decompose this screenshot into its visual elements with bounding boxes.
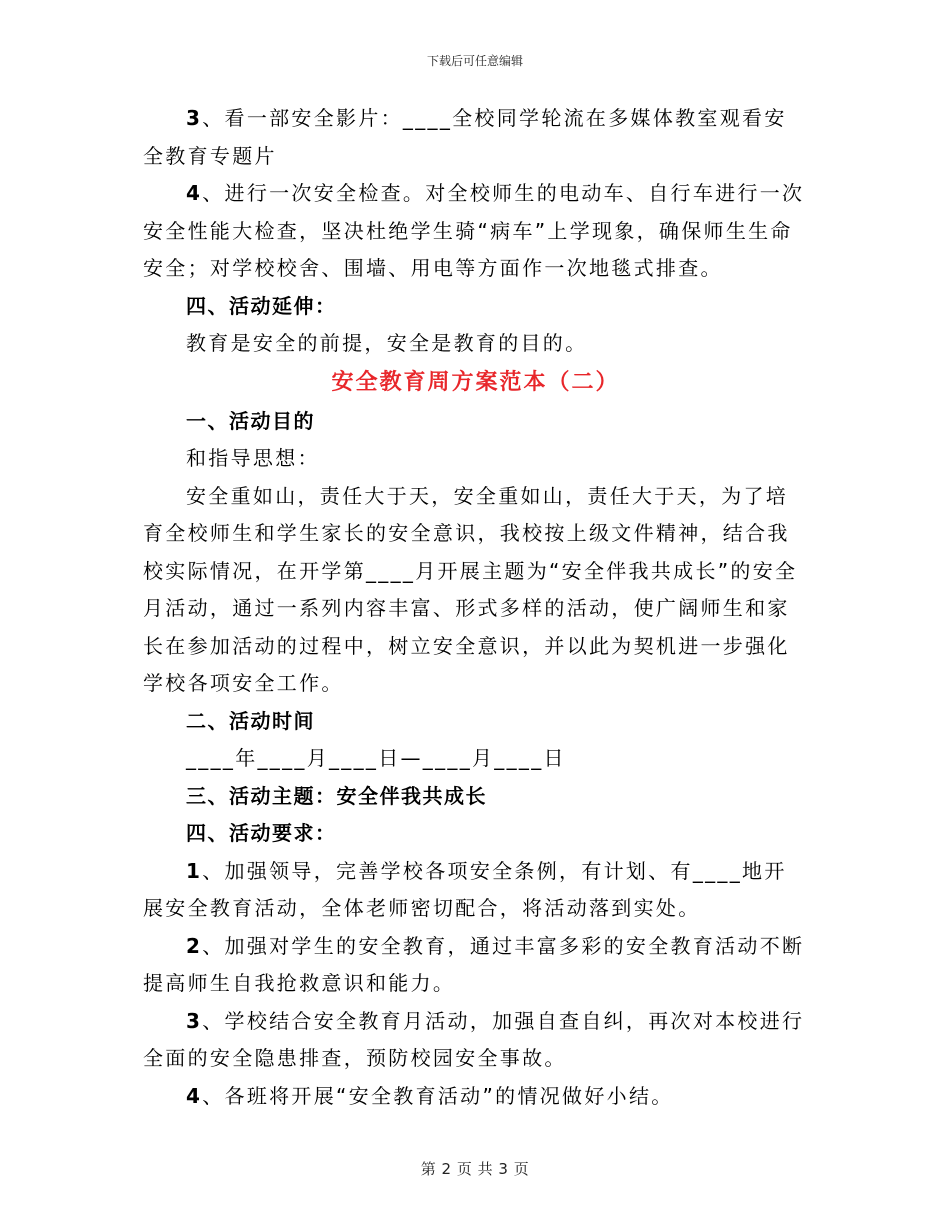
section-heading-requirements: 四、活动要求： bbox=[186, 821, 337, 845]
paragraph-item-3 bbox=[143, 100, 808, 175]
requirement-item-1 bbox=[143, 853, 808, 928]
item-text: 、各班将开展“安全教育活动”的情况做好小结。 bbox=[202, 1083, 674, 1108]
item-number: 1 bbox=[186, 858, 203, 883]
item-number: 4 bbox=[186, 1083, 203, 1108]
purpose-subheading: 和指导思想： bbox=[186, 446, 320, 470]
section-heading-theme: 三、活动主题：安全伴我共成长 bbox=[186, 783, 487, 808]
paragraph-item-4 bbox=[143, 175, 808, 288]
requirement-item-2 bbox=[143, 928, 808, 1003]
page-footer: 第 2 页 共 3 页 bbox=[420, 1160, 530, 1178]
section-heading-purpose: 一、活动目的 bbox=[186, 408, 315, 433]
section-heading-extension: 四、活动延伸： bbox=[186, 293, 337, 318]
page-header: 下载后可任意编辑 bbox=[426, 54, 523, 68]
extension-text: 教育是安全的前提，安全是教育的目的。 bbox=[186, 331, 588, 355]
item-text: 、加强领导，完善学校各项安全条例，有计划、有____地开展安全教育活动，全体老师密切配合，将活动落到实处。 bbox=[143, 858, 787, 920]
item-text: 、进行一次安全检查。对全校师生的电动车、自行车进行一次安全性能大检查，坚决杜绝学生骑“病车”上学现象，确保师生生命安全；对学校校舍、围墙、用电等方面作一次地毯式排查。 bbox=[143, 181, 805, 280]
requirement-item-4 bbox=[143, 1078, 808, 1116]
purpose-paragraph: 安全重如山，责任大于天，安全重如山，责任大于天，为了培育全校师生和学生家长的安全意识，我校按上级文件精神，结合我校实际情况，在开学第____月开展主题为“安全伴我共成长”的安全月活动，通过一系列内容丰富、形式多样的活动，使广阔师生和家长在参加活动的过程中，树立安全意识，并以此为契机进一步强化学校各项安全工作。 bbox=[143, 483, 798, 695]
activity-date: ____年____月____日—____月____日 bbox=[186, 746, 566, 770]
requirement-item-3 bbox=[143, 1003, 808, 1078]
item-text: 、看一部安全影片：____全校同学轮流在多媒体教室观看安全教育专题片 bbox=[143, 106, 787, 168]
item-text: 、加强对学生的安全教育，通过丰富多彩的安全教育活动不断提高师生自我抢救意识和能力。 bbox=[143, 933, 805, 995]
item-number: 3 bbox=[186, 106, 203, 130]
item-number: 2 bbox=[186, 933, 203, 958]
item-number: 3 bbox=[186, 1008, 203, 1033]
section-heading-time: 二、活动时间 bbox=[186, 708, 315, 733]
item-text: 、学校结合安全教育月活动，加强自查自纠，再次对本校进行全面的安全隐患排查，预防校园安全事故。 bbox=[143, 1008, 805, 1070]
document-body bbox=[143, 100, 808, 1115]
item-number: 4 bbox=[186, 181, 203, 205]
document-title: 安全教育周方案范本（二） bbox=[331, 369, 620, 395]
